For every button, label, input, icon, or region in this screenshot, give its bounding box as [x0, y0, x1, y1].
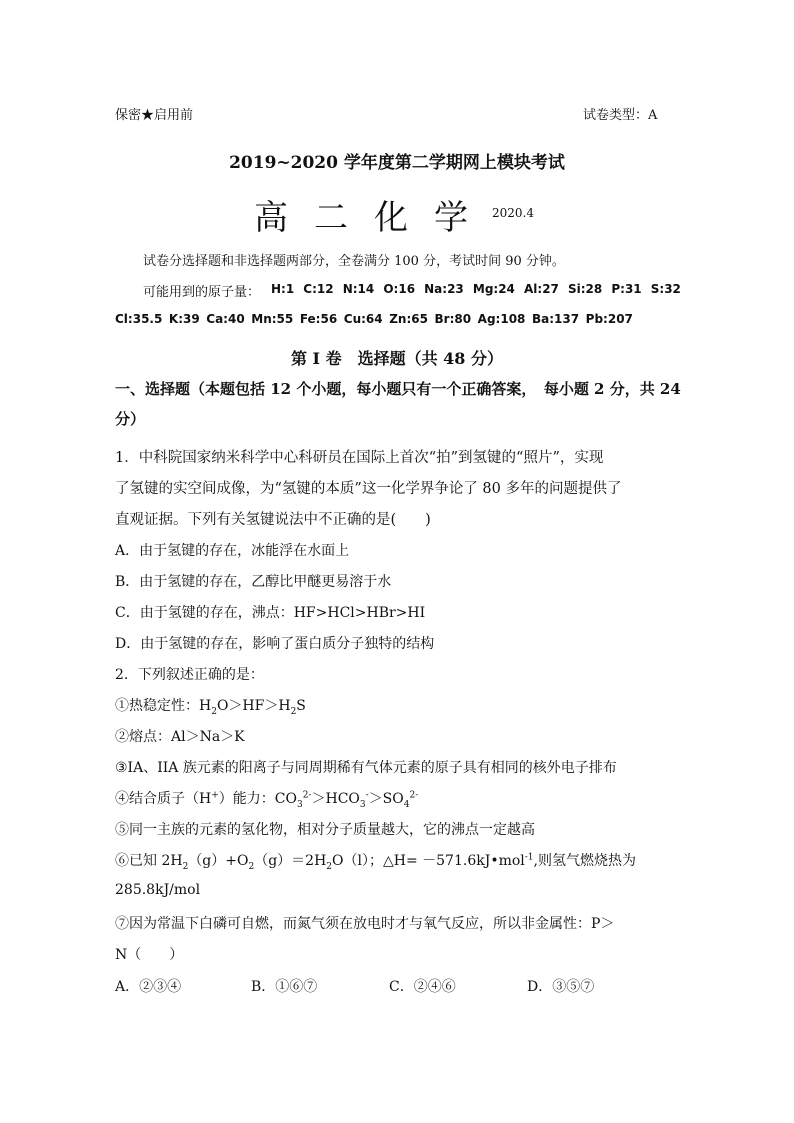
atomic-mass-item: Ag:108 — [477, 312, 526, 326]
q2-choice-d: D．③⑤⑦ — [527, 979, 595, 995]
q2-s4-text: ）能力：CO — [218, 791, 297, 807]
subject-title: 高二化学 — [254, 198, 494, 238]
q1-option-b: B．由于氢键的存在，乙醇比甲醚更易溶于水 — [115, 574, 392, 590]
q2-stem: 2．下列叙述正确的是： — [115, 667, 264, 683]
q2-statement-2: ②熔点：Al＞Na＞K — [115, 729, 245, 745]
q2-s1-text: ①热稳定性：H — [115, 698, 212, 714]
atomic-mass-label: 可能用到的原子量： — [143, 285, 261, 300]
subscript: 2 — [326, 861, 333, 872]
q2-s1-text: S — [296, 698, 306, 714]
q1-option-d: D．由于氢键的存在，影响了蛋白质分子独特的结构 — [115, 636, 435, 652]
atomic-mass-item: Mn:55 — [251, 312, 294, 326]
atomic-mass-row-1 — [271, 282, 681, 296]
subscript: 2 — [248, 861, 255, 872]
atomic-mass-item: K:39 — [168, 312, 200, 326]
atomic-mass-item: Ba:137 — [531, 312, 580, 326]
q1-stem-line-1: 1．中科院国家纳米科学中心科研员在国际上首次“拍”到氢键的“照片”，实现 — [115, 450, 604, 466]
q2-choice-a: A．②③④ — [115, 979, 182, 995]
subscript: 3 — [359, 799, 366, 810]
q2-statement-6-line-2: 285.8kJ/mol — [115, 882, 201, 898]
subscript: 2 — [290, 706, 297, 717]
q2-statement-6 — [115, 850, 636, 872]
q2-statement-5: ⑤同一主族的元素的氢化物，相对分子质量越大，它的沸点一定越高 — [115, 822, 535, 838]
q2-s6-text: O（l）；△H= －571.6kJ•mol — [332, 853, 525, 869]
atomic-mass-item: Br:80 — [434, 312, 472, 326]
q2-statement-7-line-2: N（ ） — [115, 947, 184, 963]
atomic-mass-item: Pb:207 — [585, 312, 633, 326]
q2-statement-3: ③IA、IIA 族元素的阳离子与同周期稀有气体元素的原子具有相同的核外电子排布 — [115, 760, 617, 776]
subscript: 3 — [296, 799, 303, 810]
q2-s6-text: （g）+O — [188, 853, 249, 869]
q2-s4-text: ④结合质子（H — [115, 791, 212, 807]
atomic-mass-item: Zn:65 — [389, 312, 428, 326]
exam-title: 2019~2020 学年度第二学期网上模块考试 — [229, 153, 565, 173]
q2-statement-1 — [115, 695, 306, 717]
paper-type-label: 试卷类型：A — [583, 108, 658, 123]
atomic-mass-item: H:1 — [271, 282, 295, 296]
atomic-mass-item: Cu:64 — [343, 312, 383, 326]
q1-option-c: C．由于氢键的存在，沸点：HF>HCl>HBr>HI — [115, 605, 426, 621]
atomic-mass-item: Mg:24 — [472, 282, 515, 296]
atomic-mass-item: Fe:56 — [299, 312, 338, 326]
superscript: -1 — [524, 852, 534, 863]
instructions-text: 试卷分选择题和非选择题两部分，全卷满分 100 分，考试时间 90 分钟。 — [143, 254, 565, 269]
atomic-mass-item: Al:27 — [524, 282, 559, 296]
subscript: 2 — [211, 706, 217, 717]
q2-s4-text: ＞HCO — [311, 791, 360, 807]
confidential-label: 保密★启用前 — [115, 108, 194, 123]
atomic-mass-item: Cl:35.5 — [115, 312, 163, 326]
exam-date: 2020.4 — [492, 206, 534, 220]
q2-statement-4 — [115, 788, 418, 810]
section-title-line-1: 一、选择题（本题包括 12 个小题，每小题只有一个正确答案， 每小题 2 分，共 24 — [115, 380, 681, 398]
superscript: - — [365, 790, 369, 801]
atomic-mass-item: O:16 — [383, 282, 416, 296]
atomic-mass-row-2 — [115, 312, 633, 326]
superscript: 2- — [302, 790, 312, 801]
q1-stem-line-3: 直观证据。下列有关氢键说法中不正确的是( ) — [115, 512, 431, 528]
atomic-mass-item: P:31 — [611, 282, 642, 296]
q2-s1-text: O＞HF＞H — [216, 698, 291, 714]
q2-choice-b: B．①⑥⑦ — [251, 979, 318, 995]
q2-s6-text: ⑥已知 2H — [115, 853, 183, 869]
atomic-mass-item: S:32 — [650, 282, 681, 296]
atomic-mass-item: C:12 — [303, 282, 334, 296]
superscript: + — [211, 790, 219, 801]
atomic-mass-item: N:14 — [342, 282, 375, 296]
q1-option-a: A．由于氢键的存在，冰能浮在水面上 — [115, 543, 350, 559]
q2-statement-7-line-1: ⑦因为常温下白磷可自燃，而氮气须在放电时才与氧气反应，所以非金属性：P＞ — [115, 916, 615, 932]
subscript: 4 — [403, 799, 410, 810]
section-title-line-2: 分） — [115, 410, 146, 428]
superscript: 2- — [409, 790, 419, 801]
q1-stem-line-2: 了氢键的实空间成像，为“氢键的本质”这一化学界争论了 80 多年的问题提供了 — [115, 481, 622, 497]
q2-s4-text: ＞SO — [368, 791, 404, 807]
q2-choice-c: C．②④⑥ — [389, 979, 456, 995]
atomic-mass-item: Si:28 — [568, 282, 603, 296]
q2-s6-text: （g）＝2H — [254, 853, 327, 869]
q2-s6-text: ,则氢气燃烧热为 — [533, 853, 636, 869]
part-title: 第 I 卷 选择题（共 48 分） — [290, 349, 504, 368]
subscript: 2 — [182, 861, 189, 872]
atomic-mass-item: Ca:40 — [206, 312, 245, 326]
atomic-mass-item: Na:23 — [424, 282, 464, 296]
